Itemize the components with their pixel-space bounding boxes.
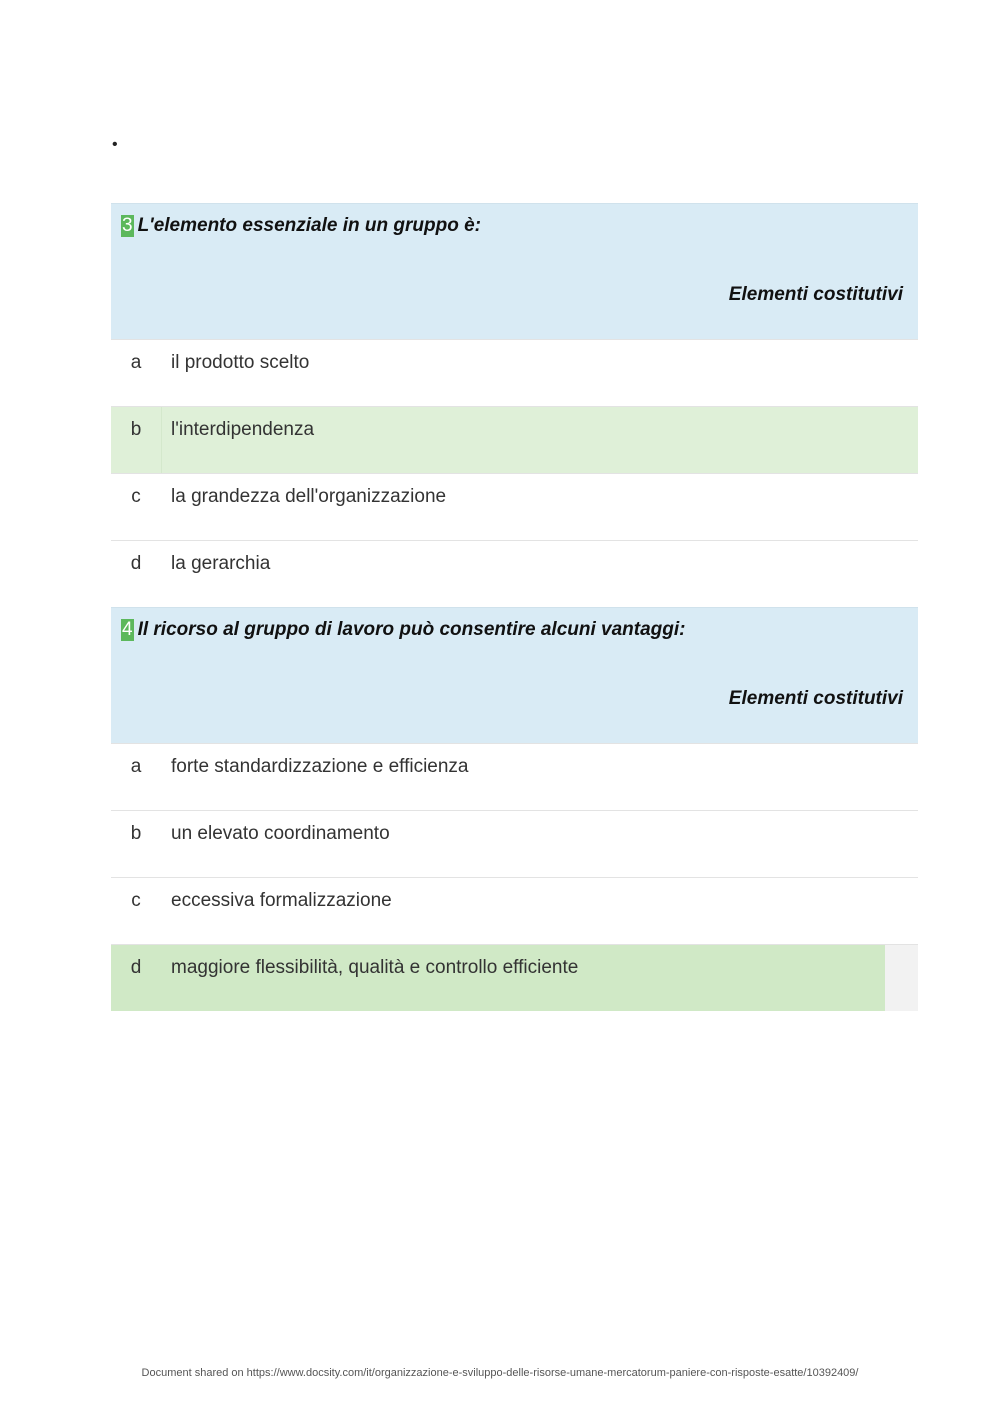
option-letter: a xyxy=(130,352,142,373)
question-block-3 xyxy=(111,203,918,607)
answer-option-a xyxy=(111,743,918,810)
document-footer: Document shared on https://www.docsity.com/it/organizzazione-e-sviluppo-delle-risorse-umane-mercatorum-paniere-con-risposte-esatte/10392409/ xyxy=(141,1367,859,1379)
question-text: L'elemento essenziale in un gruppo è: xyxy=(137,215,481,236)
option-separator xyxy=(161,407,162,473)
question-title xyxy=(121,215,481,237)
question-block-4 xyxy=(111,607,918,1011)
answer-option-c xyxy=(111,877,918,944)
option-letter: a xyxy=(130,756,142,777)
option-letter: c xyxy=(131,486,141,507)
option-text: maggiore flessibilità, qualità e controllo efficiente xyxy=(171,957,579,978)
question-text: Il ricorso al gruppo di lavoro può consentire alcuni vantaggi: xyxy=(137,619,686,640)
option-letter: b xyxy=(130,419,142,440)
option-text: un elevato coordinamento xyxy=(171,823,390,844)
option-letter: d xyxy=(130,553,142,574)
question-number-badge: 4 xyxy=(122,619,133,640)
question-title xyxy=(121,619,686,641)
option-letter: c xyxy=(131,890,141,911)
question-header xyxy=(111,203,918,339)
answer-option-c xyxy=(111,473,918,540)
option-text: l'interdipendenza xyxy=(171,419,315,440)
option-text: la grandezza dell'organizzazione xyxy=(171,486,447,507)
answer-option-d xyxy=(111,540,918,607)
option-text: la gerarchia xyxy=(171,553,271,574)
question-category: Elementi costitutivi xyxy=(728,688,903,709)
question-number-badge: 3 xyxy=(122,215,133,236)
answer-option-b-correct xyxy=(111,406,918,473)
question-header xyxy=(111,607,918,743)
option-text: il prodotto scelto xyxy=(171,352,310,373)
question-category: Elementi costitutivi xyxy=(728,284,903,305)
option-text: forte standardizzazione e efficienza xyxy=(171,756,469,777)
option-text: eccessiva formalizzazione xyxy=(171,890,392,911)
answer-option-d-correct xyxy=(111,944,918,1011)
option-letter: d xyxy=(130,957,142,978)
option-letter: b xyxy=(130,823,142,844)
answer-option-b xyxy=(111,810,918,877)
answer-option-a xyxy=(111,339,918,406)
list-bullet: • xyxy=(112,136,118,153)
